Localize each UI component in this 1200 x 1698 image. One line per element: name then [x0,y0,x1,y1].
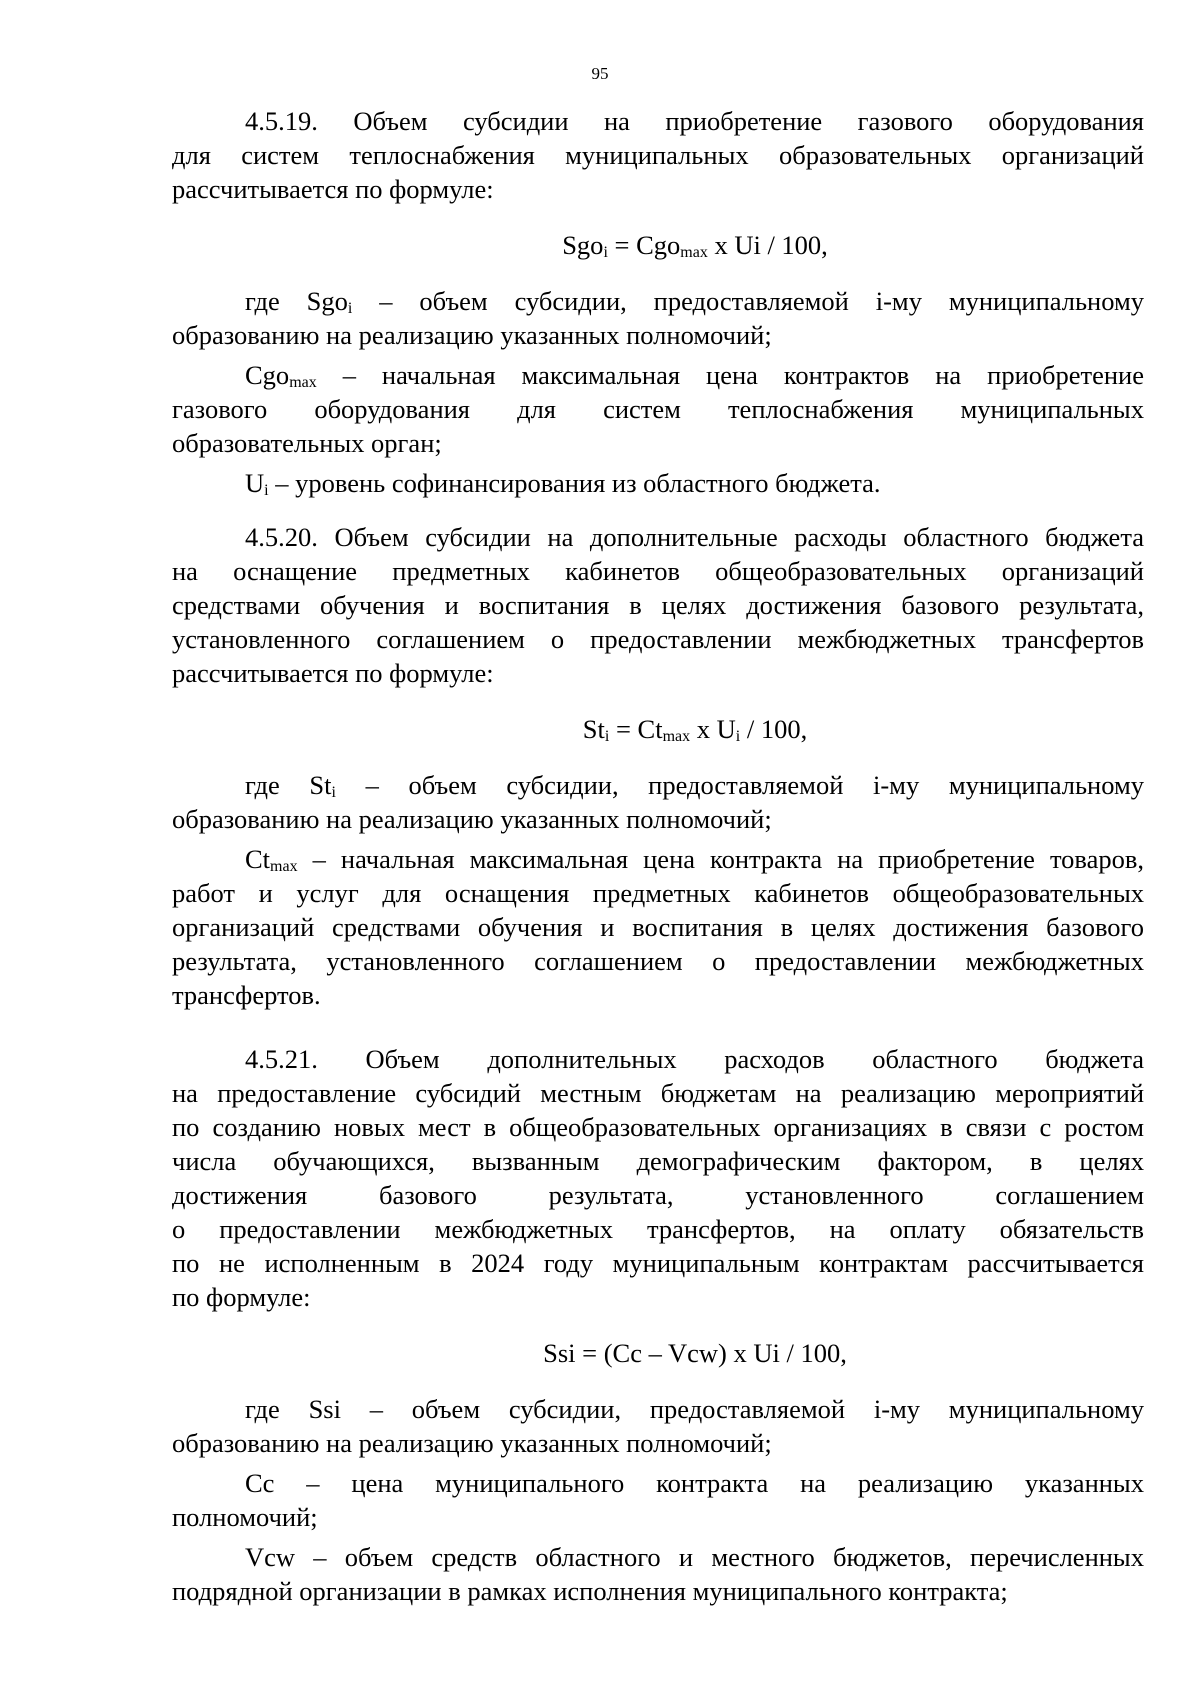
definition-line: полномочий; [172,1502,318,1532]
paragraph-line: рассчитывается по формуле: [172,174,494,204]
paragraph-heading: 4.5.19. Объем субсидии на приобретение газового оборудования [245,106,1144,136]
paragraph-line: на оснащение предметных кабинетов общеобразовательных организаций [172,556,1144,586]
definition-line: Cgo$_{max}$ – начальная максимальная цена контрактов на приобретение [245,360,1144,391]
definition-line: результата, установленного соглашением о предоставлении межбюджетных [172,946,1144,976]
definition-line: где Sgo$_i$ – объем субсидии, предоставляемой i-му муниципальному [245,286,1144,317]
paragraph-line: для систем теплоснабжения муниципальных образовательных организаций [172,140,1144,170]
definition-line: трансфертов. [172,980,321,1010]
paragraph-line: о предоставлении межбюджетных трансфертов, на оплату обязательств [172,1214,1144,1244]
definition-line: где Ssi – объем субсидии, предоставляемой i-му муниципальному [245,1394,1144,1424]
definition-line: организаций средствами обучения и воспитания в целях достижения базового [172,912,1144,942]
paragraph-line: по формуле: [172,1282,311,1312]
section-4-5-21 [172,1042,1144,1608]
paragraph-line: средствами обучения и воспитания в целях достижения базового результата, [172,590,1144,620]
formula: $St_i = Ct_{max}$ x $U_i / 100$, [582,714,808,745]
definition-line: работ и услуг для оснащения предметных кабинетов общеобразовательных [172,878,1144,908]
formula: Ssi = (Cc – Vcw) x Ui / 100, [543,1338,847,1368]
definition-line: образованию на реализацию указанных полномочий; [172,804,772,834]
definition-line: $U_i$ – уровень софинансирования из областного бюджета. [245,468,881,499]
paragraph-line: достижения базового результата, установленного соглашением [172,1180,1144,1210]
definition-line: газового оборудования для систем теплоснабжения муниципальных [172,394,1144,424]
paragraph-heading: 4.5.21. Объем дополнительных расходов областного бюджета [245,1044,1144,1074]
paragraph-line: по созданию новых мест в общеобразовательных организациях в связи с ростом [172,1112,1144,1142]
definition-line: где $St_i$ – объем субсидии, предоставляемой i-му муниципальному [245,770,1144,801]
definition-line: Vcw – объем средств областного и местного бюджетов, перечисленных [245,1542,1144,1572]
paragraph-line: на предоставление субсидий местным бюджетам на реализацию мероприятий [172,1078,1144,1108]
section-4-5-19 [172,104,1144,500]
formula: Sgo$_i$ = Cgo$_{max}$ x Ui / 100, [562,230,828,261]
definition-line: образовательных орган; [172,428,442,458]
definition-line: подрядной организации в рамках исполнения муниципального контракта; [172,1576,1008,1606]
definition-line: $Ct_{max}$ – начальная максимальная цена контракта на приобретение товаров, [245,844,1144,875]
section-4-5-20 [172,520,1144,1012]
paragraph-line: рассчитывается по формуле: [172,658,494,688]
page-body [172,104,1144,1608]
paragraph-line: числа обучающихся, вызванным демографическим фактором, в целях [172,1146,1144,1176]
definition-line: образованию на реализацию указанных полномочий; [172,1428,772,1458]
page-number: 95 [591,64,609,83]
paragraph-heading: 4.5.20. Объем субсидии на дополнительные расходы областного бюджета [245,522,1144,552]
definition-line: Cc – цена муниципального контракта на реализацию указанных [245,1468,1144,1498]
paragraph-line: установленного соглашением о предоставлении межбюджетных трансфертов [172,624,1144,654]
definition-line: образованию на реализацию указанных полномочий; [172,320,772,350]
paragraph-line: по не исполненным в 2024 году муниципальным контрактам рассчитывается [172,1248,1144,1278]
